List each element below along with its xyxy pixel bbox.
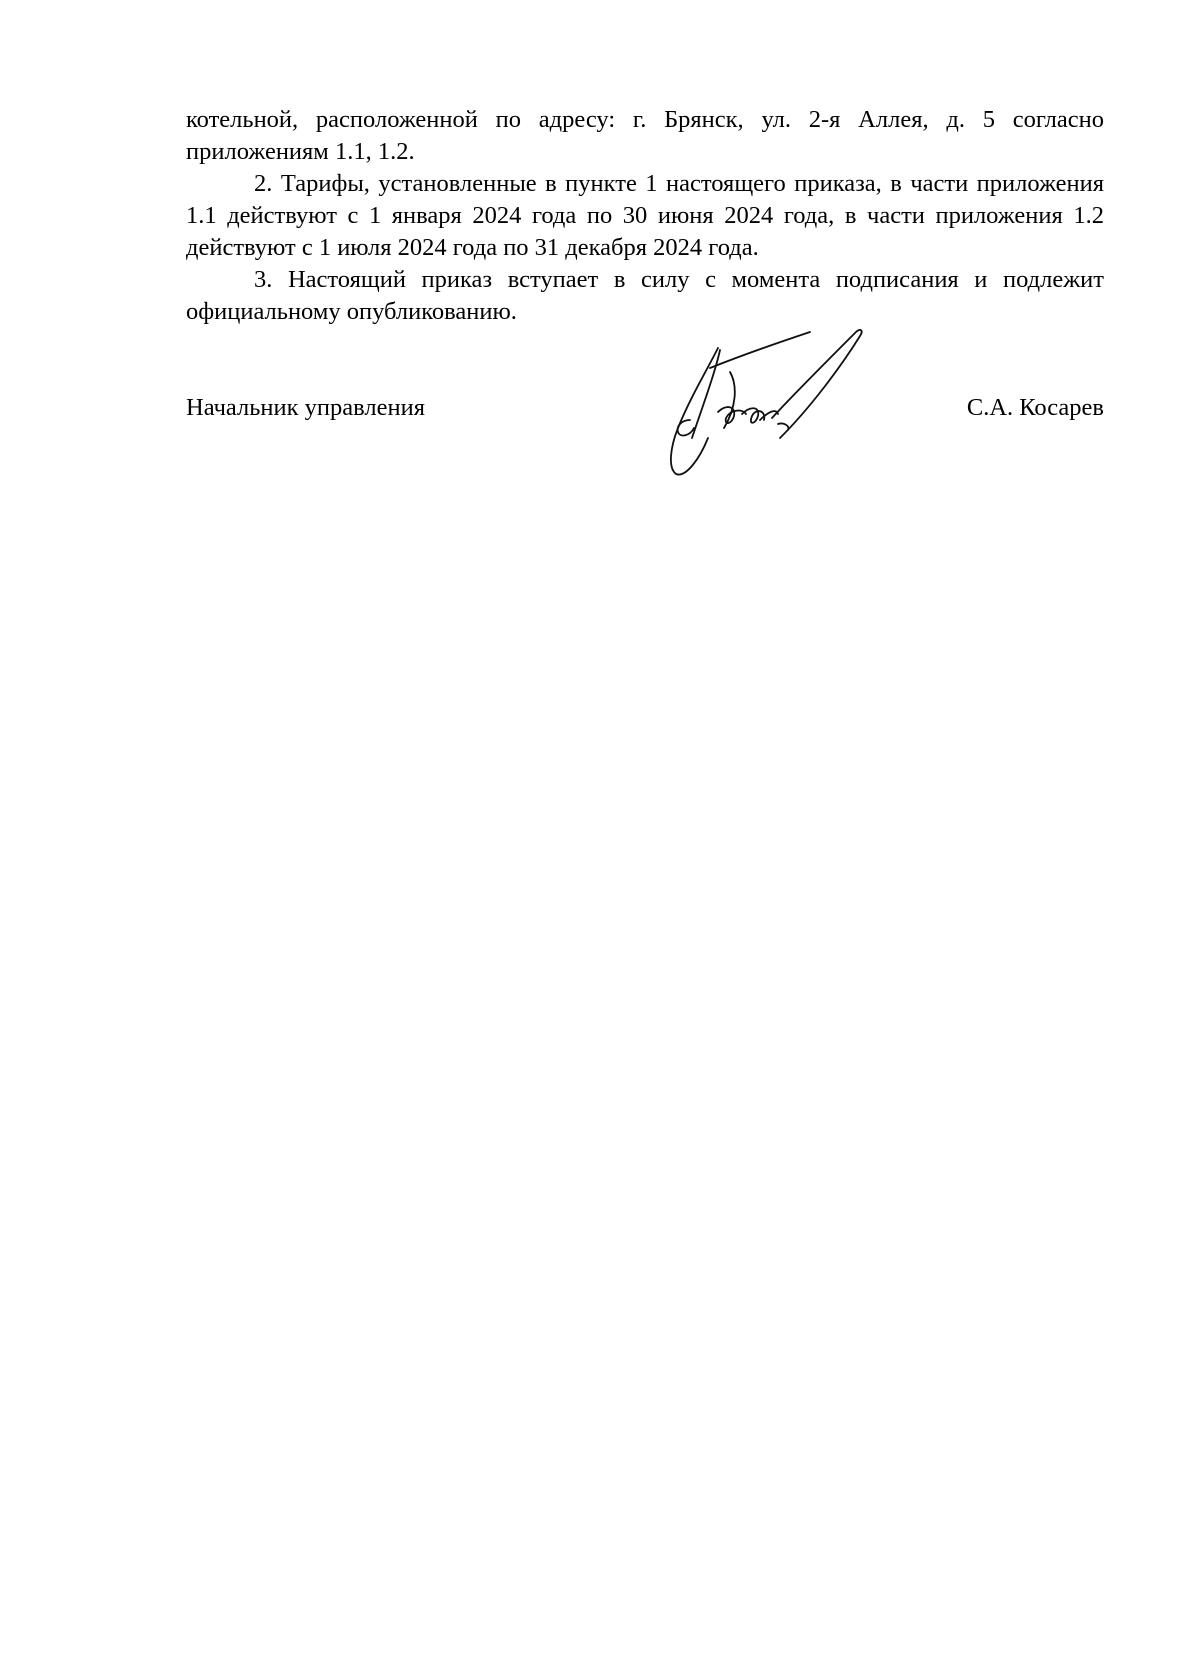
paragraph-item-3: 3. Настоящий приказ вступает в силу с момента подписания и подлежит официальному опубликованию. bbox=[186, 266, 1104, 325]
document-body bbox=[186, 104, 1104, 328]
signatory-position: Начальник управления bbox=[186, 394, 425, 421]
paragraph-item-2: 2. Тарифы, установленные в пункте 1 настоящего приказа, в части приложения 1.1 действуют с 1 января 2024 года по 30 июня 2024 года, в части приложения 1.2 действуют с 1 июля 2024 года по 31 декабря 2024 года. bbox=[186, 170, 1104, 261]
paragraph-continuation: котельной, расположенной по адресу: г. Брянск, ул. 2-я Аллея, д. 5 согласно приложениям 1.1, 1.2. bbox=[186, 106, 1104, 165]
signature-block bbox=[186, 392, 1104, 432]
signatory-name: С.А. Косарев bbox=[966, 394, 1104, 421]
